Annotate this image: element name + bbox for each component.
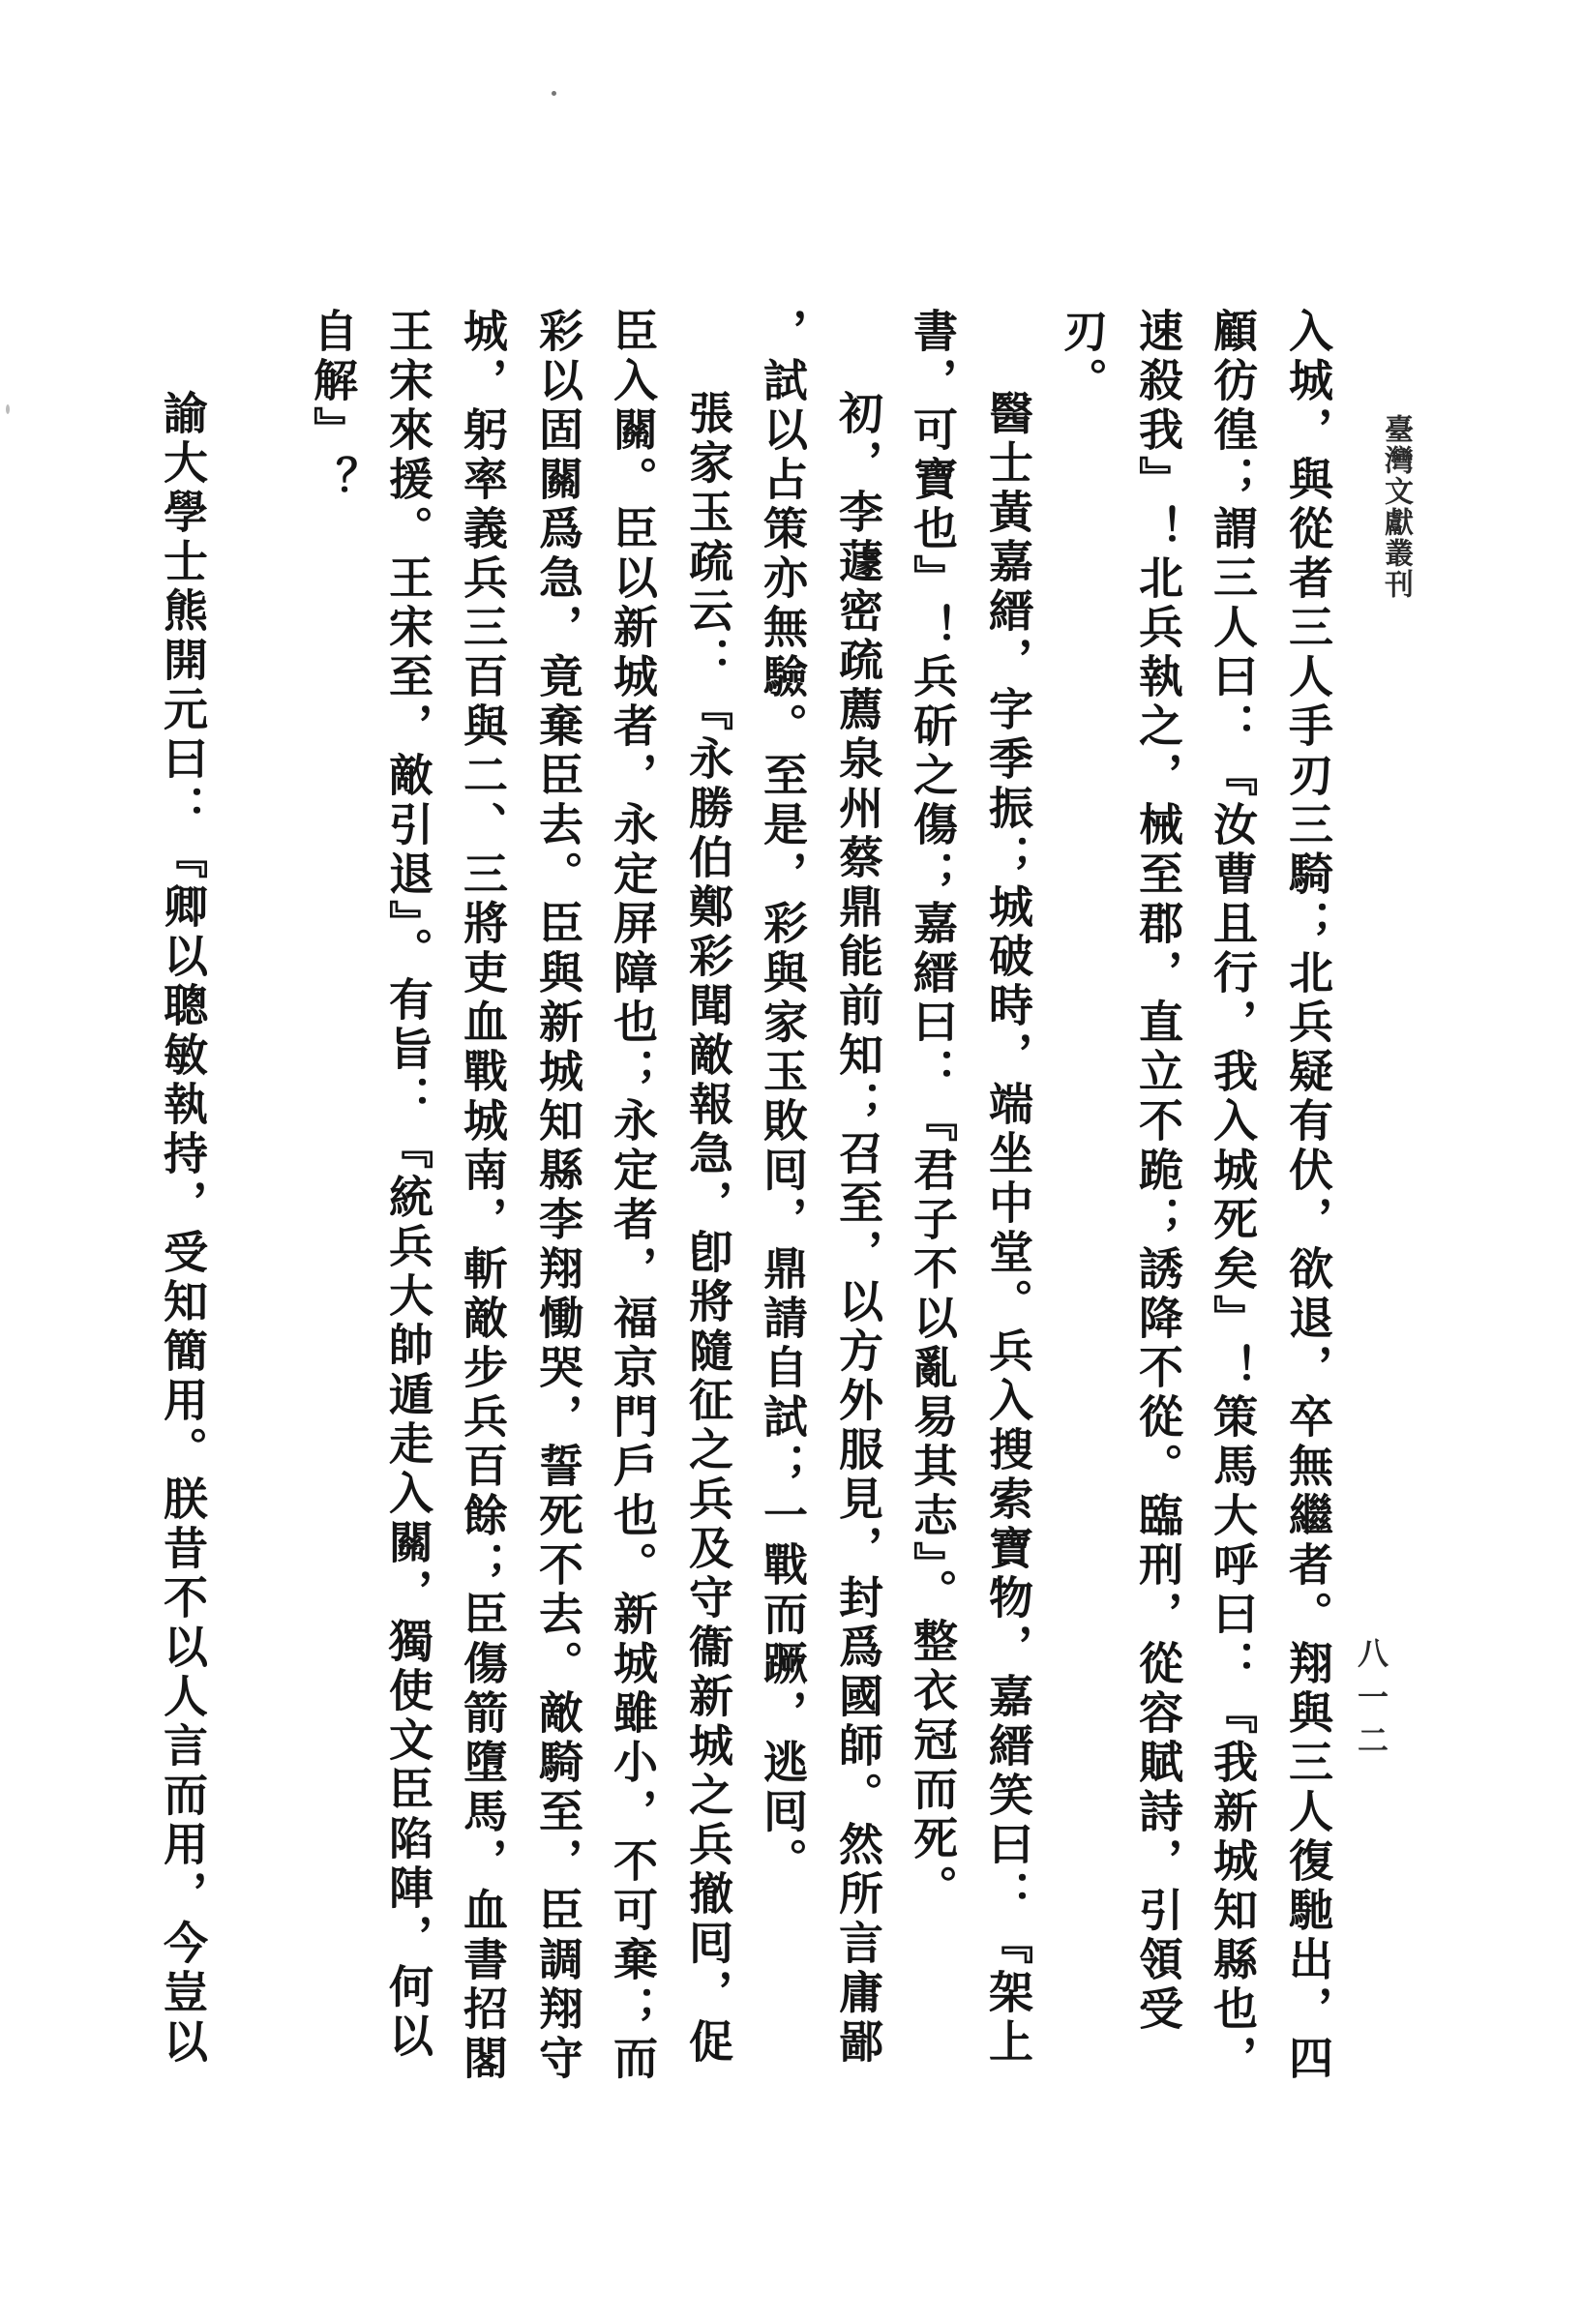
text-column: 書，可寶也』！兵斫之傷；嘉縉曰：『君子不以亂易其志』。整衣冠而死。 xyxy=(908,308,957,1914)
text-column: 城，躬率義兵三百與二、三將吏血戰城南，斬敵步兵百餘；臣傷箭墮馬，血書招閣 xyxy=(458,308,507,2084)
scan-speck xyxy=(6,404,10,414)
text-column: 張家玉疏云：『永勝伯鄭彩聞敵報急，卽將隨征之兵及守衞新城之兵撤囘，促 xyxy=(683,390,732,2068)
page-number: 八一二 xyxy=(1354,1637,1389,1768)
text-column: 入城，與從者三人手刃三騎；北兵疑有伏，欲退，卒無繼者。翔與三人復馳出，四 xyxy=(1283,308,1332,2084)
text-column: 王宋來援。王宋至，敵引退』。有旨：『統兵大帥遁走入關，獨使文臣陷陣，何以 xyxy=(383,308,433,2062)
scan-speck xyxy=(552,91,556,96)
text-column: 顧彷徨；謂三人曰：『汝曹且行，我入城死矣』！策馬大呼曰：『我新城知縣也， xyxy=(1208,308,1257,2084)
text-column: 速殺我』！北兵執之，械至郡，直立不跪；誘降不從。臨刑，從容賦詩，引領受 xyxy=(1133,308,1182,2035)
text-column: ，試以占策亦無驗。至是，彩與家玉敗囘，鼎請自試；一戰而蹶，逃囘。 xyxy=(758,308,807,1887)
text-column: 諭大學士熊開元曰：『卿以聰敏執持，受知簡用。朕昔不以人言而用，今豈以 xyxy=(158,390,207,2068)
series-header: 臺灣文獻叢刊 xyxy=(1380,414,1412,600)
text-column: 刃。 xyxy=(1058,308,1107,406)
text-column: 自解』？ xyxy=(308,308,357,505)
text-column: 醫士黃嘉縉，字季振；城破時，端坐中堂。兵入搜索寶物，嘉縉笑曰：『架上 xyxy=(983,390,1032,2068)
text-column: 臣入關。臣以新城者，永定屏障也；永定者，福京門戶也。新城雖小，不可棄；而 xyxy=(608,308,657,2084)
text-column: 彩以固關爲急，竟棄臣去。臣與新城知縣李翔慟哭，誓死不去。敵騎至，臣調翔守 xyxy=(533,308,582,2084)
text-column: 初，李蘧密疏薦泉州蔡鼎能前知；召至，以方外服見，封爲國師。然所言庸鄙 xyxy=(833,390,882,2068)
